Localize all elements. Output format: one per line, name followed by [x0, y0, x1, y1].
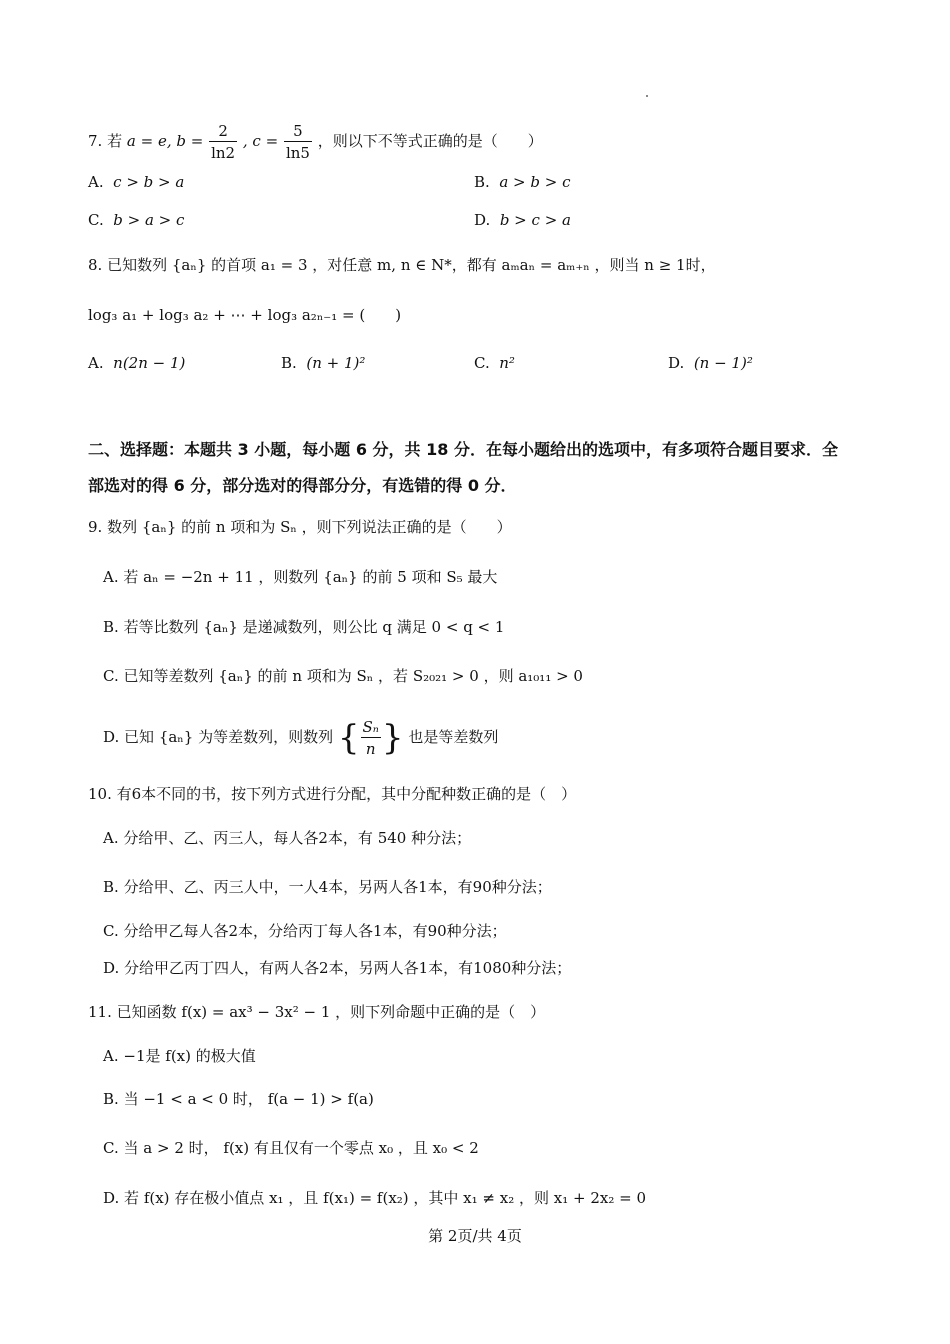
q9-option-b — [103, 616, 504, 637]
q9-b-letter: B. — [103, 618, 119, 636]
q7-option-d — [474, 211, 571, 229]
q7-option-c — [88, 211, 184, 229]
q10-option-a — [103, 827, 471, 848]
q11-d-letter: D. — [103, 1189, 120, 1207]
q10-option-d — [103, 957, 571, 978]
q9-d-frac-den: n — [365, 739, 376, 758]
q11-option-d — [103, 1187, 646, 1208]
q10-b-letter: B. — [103, 878, 119, 896]
q7-d-text: b > c > a — [499, 211, 571, 229]
q11-d-text: 若 f(x) 存在极小值点 x₁ ，且 f(x₁) = f(x₂) ，其中 x₁ ≠ x₂ ，则 x₁ + 2x₂ = 0 — [124, 1189, 647, 1207]
q9-a-text: 若 aₙ = −2n + 11 ，则数列 {aₙ} 的前 5 项和 S₅ 最大 — [123, 568, 498, 586]
q7-prefix: 若 — [107, 132, 123, 150]
q11-stem-text: 已知函数 f(x) = ax³ − 3x² − 1 ，则下列命题中正确的是（ ） — [116, 1003, 546, 1021]
right-brace: } — [381, 718, 404, 758]
q8-number: 8. — [88, 256, 103, 274]
q7-c-den: ln5 — [285, 143, 310, 162]
q9-stem — [88, 516, 512, 537]
q10-option-b — [103, 876, 552, 897]
q7-given: a = e, b = — [126, 132, 204, 150]
q11-b-letter: B. — [103, 1090, 119, 1108]
q8-d-letter: D. — [668, 354, 685, 372]
page-footer: 第 2页/共 4页 — [428, 1227, 522, 1245]
q10-a-text: 分给甲、乙、丙三人，每人各2本，有 540 种分法； — [123, 829, 472, 847]
stray-dot — [646, 95, 648, 97]
q10-number: 10. — [88, 785, 112, 803]
q9-stem-text: 数列 {aₙ} 的前 n 项和为 Sₙ ，则下列说法正确的是（ ） — [107, 518, 512, 536]
q11-a-text: −1是 f(x) 的极大值 — [123, 1047, 256, 1065]
q7-number: 7. — [88, 132, 103, 150]
q10-b-text: 分给甲、乙、丙三人中，一人4本，另两人各1本，有90种分法； — [123, 878, 552, 896]
q8-a-text: n(2n − 1) — [113, 354, 186, 372]
q8-line1: 已知数列 {aₙ} 的首项 a₁ = 3 ，对任意 m, n ∈ N*，都有 aₘaₙ = aₘ₊ₙ ，则当 n ≥ 1时， — [107, 256, 716, 274]
q10-c-text: 分给甲乙每人各2本，分给丙丁每人各1本，有90种分法； — [123, 922, 507, 940]
q7-stem-text: ，则以下不等式正确的是（ ） — [317, 132, 543, 150]
q7-b-fraction — [209, 121, 237, 164]
q11-a-letter: A. — [103, 1047, 119, 1065]
q7-option-a — [88, 173, 184, 191]
q8-b-text: (n + 1)² — [306, 354, 366, 372]
q9-d-letter: D. — [103, 728, 120, 746]
q7-b-text: a > b > c — [499, 173, 571, 191]
q10-stem — [88, 783, 576, 804]
q7-c-num: 5 — [284, 121, 312, 142]
q7-c-letter: C. — [88, 211, 104, 229]
left-brace: { — [337, 718, 360, 758]
q7-b-num: 2 — [209, 121, 237, 142]
q9-a-letter: A. — [103, 568, 119, 586]
q9-d-frac-num: Sₙ — [362, 717, 379, 736]
q9-option-a — [103, 566, 497, 587]
q7-c-text: b > a > c — [113, 211, 185, 229]
q11-stem — [88, 1001, 545, 1022]
q7-b-den: ln2 — [211, 143, 236, 162]
q9-c-letter: C. — [103, 667, 119, 685]
q11-number: 11. — [88, 1003, 112, 1021]
q9-option-d — [103, 712, 498, 762]
section2-heading-line2: 部选对的得 6 分，部分选对的得部分分，有选错的得 0 分． — [88, 476, 517, 495]
q8-c-text: n² — [499, 354, 515, 372]
section2-heading-line1: 二、选择题：本题共 3 小题，每小题 6 分，共 18 分．在每小题给出的选项中，有多项符合题目要求．全 — [88, 440, 838, 459]
q9-option-c — [103, 665, 583, 686]
q8-a-letter: A. — [88, 354, 104, 372]
q11-option-b — [103, 1088, 374, 1109]
q8-d-text: (n − 1)² — [693, 354, 753, 372]
q8-stem — [88, 254, 716, 275]
q9-number: 9. — [88, 518, 103, 536]
q8-line2: log₃ a₁ + log₃ a₂ + ⋯ + log₃ a₂ₙ₋₁ = ( ) — [88, 306, 402, 324]
q11-option-c — [103, 1137, 479, 1158]
q8-option-c — [474, 354, 515, 372]
q10-c-letter: C. — [103, 922, 119, 940]
q7-option-b — [474, 173, 571, 191]
q7-d-letter: D. — [474, 211, 491, 229]
q11-c-text: 当 a > 2 时， f(x) 有且仅有一个零点 x₀ ，且 x₀ < 2 — [123, 1139, 479, 1157]
q9-c-text: 已知等差数列 {aₙ} 的前 n 项和为 Sₙ ，若 S₂₀₂₁ > 0 ，则 a₁₀₁₁ > 0 — [123, 667, 583, 685]
q10-stem-text: 有6本不同的书，按下列方式进行分配，其中分配种数正确的是（ ） — [116, 785, 577, 803]
q9-d-text-post: 也是等差数列 — [408, 728, 499, 746]
q8-option-b — [281, 354, 365, 372]
q10-option-c — [103, 920, 507, 941]
q9-d-fraction — [361, 717, 381, 760]
q8-b-letter: B. — [281, 354, 297, 372]
q8-option-d — [668, 354, 753, 372]
q7-b-letter: B. — [474, 173, 490, 191]
q10-d-text: 分给甲乙丙丁四人，有两人各2本，另两人各1本，有1080种分法； — [124, 959, 572, 977]
q10-d-letter: D. — [103, 959, 120, 977]
q9-d-text-pre: 已知 {aₙ} 为等差数列，则数列 — [124, 728, 334, 746]
q7-c-fraction — [284, 121, 312, 164]
q11-b-text: 当 −1 < a < 0 时， f(a − 1) > f(a) — [123, 1090, 374, 1108]
q7-stem — [88, 118, 543, 164]
q7-a-text: c > b > a — [113, 173, 185, 191]
q7-c-label: , c = — [242, 132, 279, 150]
q8-c-letter: C. — [474, 354, 490, 372]
q7-a-letter: A. — [88, 173, 104, 191]
q11-option-a — [103, 1045, 256, 1066]
q11-c-letter: C. — [103, 1139, 119, 1157]
q8-option-a — [88, 354, 185, 372]
q10-a-letter: A. — [103, 829, 119, 847]
q8-expression — [88, 304, 401, 325]
q9-b-text: 若等比数列 {aₙ} 是递减数列，则公比 q 满足 0 < q < 1 — [123, 618, 505, 636]
